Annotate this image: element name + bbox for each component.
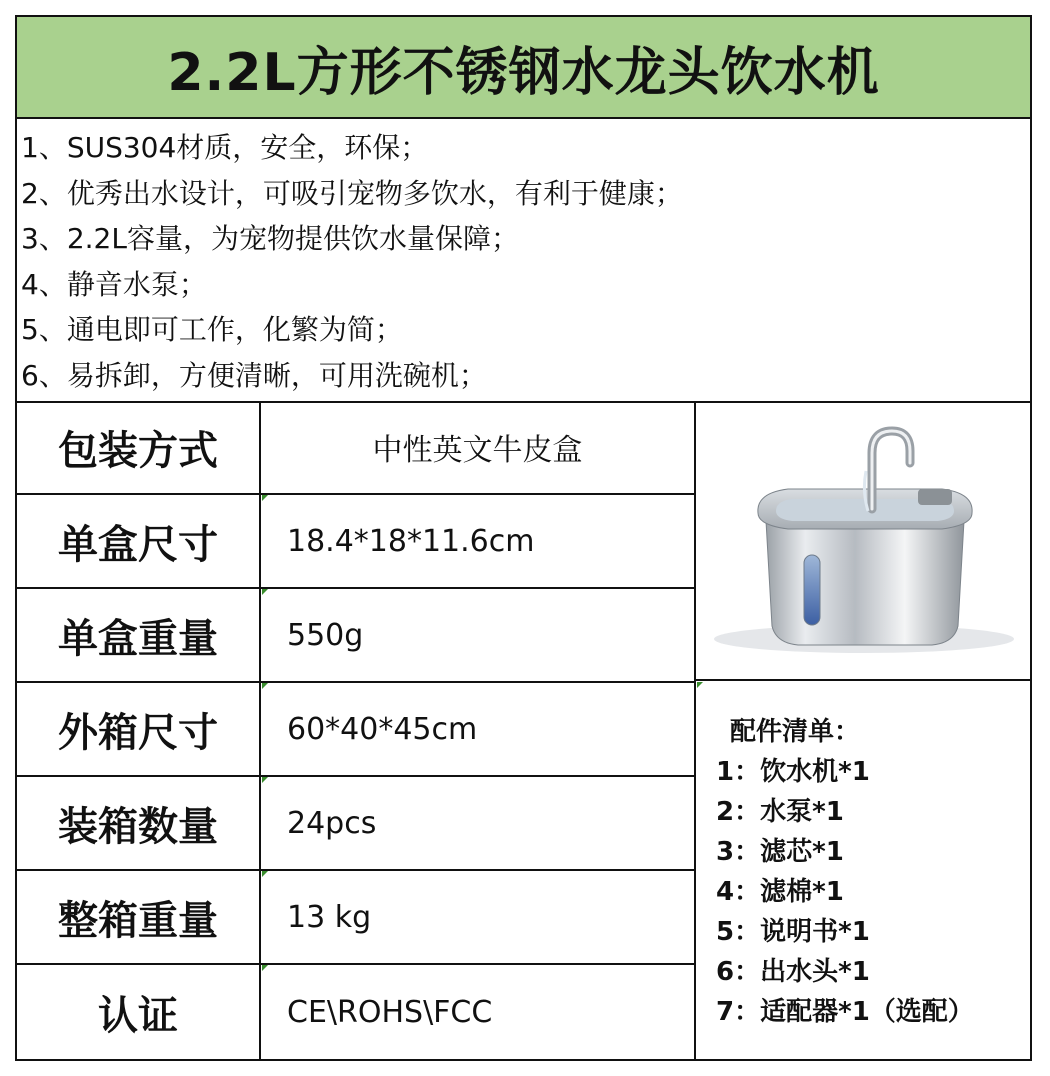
feature-list: [15, 119, 1032, 403]
page-title: 2.2L方形不锈钢水龙头饮水机: [15, 15, 1032, 119]
product-image-cell: [696, 401, 1032, 681]
accessory-item: 6：出水头*1: [716, 957, 870, 987]
cell-marker: [262, 495, 268, 501]
accessory-item: 7：适配器*1（选配）: [716, 997, 974, 1027]
cell-marker: [262, 683, 268, 689]
feature-item: 5、通电即可工作，化繁为简；: [21, 313, 403, 346]
spec-label: 认证: [17, 965, 261, 1059]
spec-row-packaging: [17, 401, 694, 495]
feature-item: 6、易拆卸，方便清晰，可用洗碗机；: [21, 358, 487, 392]
spec-value: CE\ROHS\FCC: [287, 994, 493, 1030]
cell-marker: [262, 589, 268, 595]
spec-label: 包装方式: [17, 401, 261, 493]
pet-water-fountain-image: [696, 401, 1032, 679]
spec-label: 单盒重量: [17, 589, 261, 681]
cell-marker: [262, 965, 268, 971]
feature-item: 4、静音水泵；: [21, 267, 207, 301]
spec-row-certification: [17, 965, 694, 1059]
feature-item: 2、优秀出水设计，可吸引宠物多饮水，有利于健康；: [21, 176, 683, 210]
spec-value: 60*40*45cm: [287, 711, 478, 747]
spec-row-box-weight: [17, 589, 694, 683]
spec-value: 13 kg: [287, 899, 372, 935]
spec-value: 18.4*18*11.6cm: [287, 523, 535, 559]
spec-row-carton-qty: [17, 777, 694, 871]
spec-label: 外箱尺寸: [17, 683, 261, 775]
accessory-item: 1：饮水机*1: [716, 757, 870, 787]
accessory-item: 5：说明书*1: [716, 917, 870, 947]
accessory-item: 2：水泵*1: [716, 797, 844, 827]
spec-table: [15, 401, 1032, 1061]
spec-label: 装箱数量: [17, 777, 261, 869]
cell-marker: [262, 777, 268, 783]
spec-value: 24pcs: [287, 805, 377, 841]
spec-label: 整箱重量: [17, 871, 261, 963]
spec-label: 单盒尺寸: [17, 495, 261, 587]
accessory-item: 4：滤棉*1: [716, 877, 844, 907]
accessory-title: 配件清单：: [730, 717, 861, 747]
accessory-item: 3：滤芯*1: [716, 837, 844, 867]
spec-value: 550g: [287, 617, 364, 653]
accessory-list: [696, 681, 1032, 1059]
feature-item: 3、2.2L容量，为宠物提供饮水量保障；: [21, 222, 519, 255]
spec-value: 中性英文牛皮盒: [372, 433, 583, 468]
feature-item: 1、SUS304材质，安全，环保；: [21, 131, 429, 164]
spec-sheet: [15, 15, 1034, 1061]
spec-row-box-size: [17, 495, 694, 589]
spec-row-carton-weight: [17, 871, 694, 965]
cell-marker: [262, 871, 268, 877]
spec-row-carton-size: [17, 683, 694, 777]
